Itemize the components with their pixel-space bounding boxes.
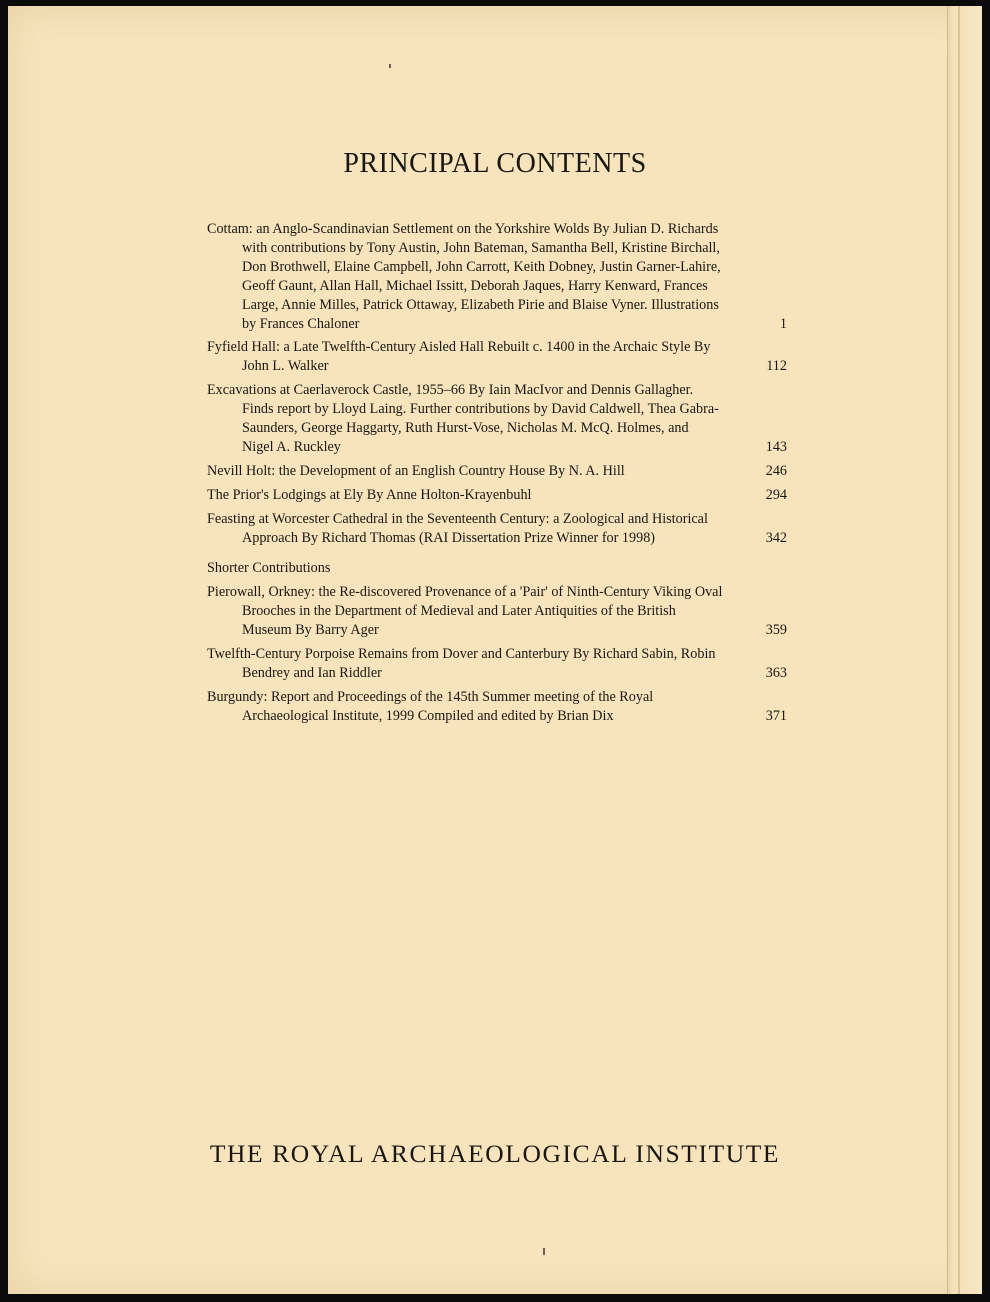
toc-entry [207, 462, 787, 481]
toc-entry [207, 486, 787, 505]
page-title: PRINCIPAL CONTENTS [343, 148, 647, 179]
toc-entry-text: Nevill Holt: the Development of an English Country House By N. A. Hill [207, 462, 625, 479]
toc-page-number: 112 [766, 358, 787, 375]
toc-page-number: 342 [765, 529, 787, 546]
toc-entry-text: Twelfth-Century Porpoise Remains from Dover and Canterbury By Richard Sabin, Robin Bendrey and Ian Riddler [207, 646, 716, 682]
toc-page-number: 371 [765, 707, 787, 724]
toc-page-number: 359 [765, 622, 787, 639]
toc-entry-text: The Prior's Lodgings at Ely By Anne Holton-Krayenbuhl [207, 486, 532, 503]
book-spine-edge [947, 6, 982, 1294]
toc-entry-text: Burgundy: Report and Proceedings of the 145th Summer meeting of the Royal Archaeological Institute, 1999 Compiled and edited by Brian Dix [207, 688, 654, 724]
toc-entry [207, 583, 787, 640]
toc-page-number: 363 [765, 665, 787, 682]
toc-entry-text: Excavations at Caerlaverock Castle, 1955–66 By Iain MacIvor and Dennis Gallagher. Finds report by Lloyd Laing. Further contributions by David Caldwell, Thea Gabra-Saunders, George Haggarty, Ruth Hurst-Vose, Nicholas M. McQ. Holmes, and Nigel A. Ruckley [207, 382, 719, 455]
toc-entry [207, 338, 787, 376]
section-heading: Shorter Contributions [207, 559, 331, 576]
toc-entry-text: Feasting at Worcester Cathedral in the Seventeenth Century: a Zoological and Historical Approach By Richard Thomas (RAI Dissertation Prize Winner for 1998) [207, 510, 708, 546]
toc-entry [207, 645, 787, 683]
toc-entry-text: Fyfield Hall: a Late Twelfth-Century Aisled Hall Rebuilt c. 1400 in the Archaic Style By John L. Walker [207, 339, 711, 375]
toc-entry-text: Cottam: an Anglo-Scandinavian Settlement on the Yorkshire Wolds By Julian D. Richards with contributions by Tony Austin, John Bateman, Samantha Bell, Kristine Birchall, Don Brothwell, Elaine Campbell, John Carrott, Keith Dobney, Justin Garner-Lahire, Geoff Gaunt, Allan Hall, Michael Issitt, Deborah Jaques, Harry Kenward, Frances Large, Annie Milles, Patrick Ottaway, Elizabeth Pirie and Blaise Vyner. Illustrations by Frances Chaloner [207, 221, 721, 332]
toc-page-number: 1 [779, 315, 787, 332]
toc-entry [207, 688, 787, 726]
paper-speck [389, 64, 391, 68]
paper-speck [543, 1248, 545, 1255]
toc-page-number: 294 [765, 486, 787, 503]
toc-entry [207, 220, 787, 333]
toc-entry-text: Pierowall, Orkney: the Re-discovered Provenance of a 'Pair' of Ninth-Century Viking Oval Brooches in the Department of Medieval and Later Antiquities of the British Museum By Barry Ager [207, 584, 723, 639]
table-of-contents [207, 220, 787, 731]
toc-entry [207, 381, 787, 457]
toc-page-number: 143 [765, 438, 787, 455]
toc-page-number: 246 [765, 462, 787, 479]
publisher-name: THE ROYAL ARCHAEOLOGICAL INSTITUTE [209, 1139, 781, 1168]
toc-entry [207, 510, 787, 548]
book-back-cover [8, 6, 982, 1294]
